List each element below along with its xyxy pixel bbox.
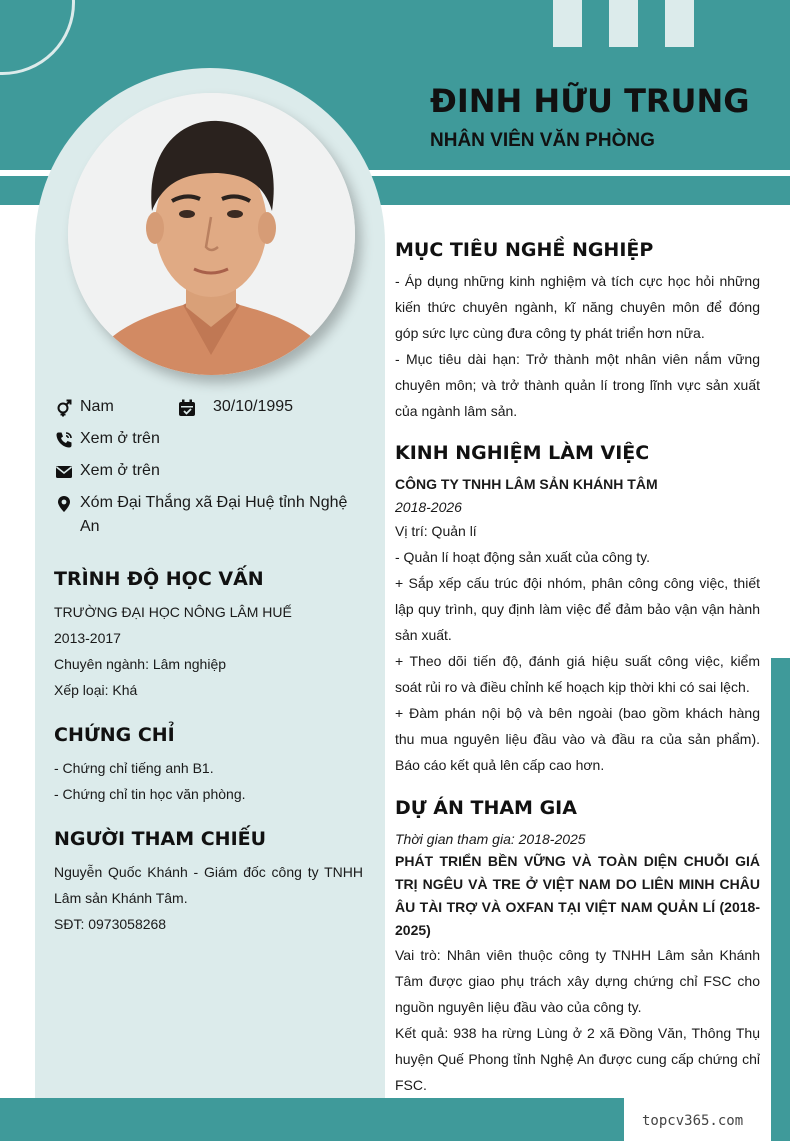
experience-position: Vị trí: Quản lí [395, 523, 477, 539]
right-accent-bar [771, 658, 790, 1141]
job-title: NHÂN VIÊN VĂN PHÒNG [430, 130, 655, 151]
address-row [55, 494, 355, 539]
education-period: 2013-2017 [54, 630, 121, 646]
birthday-row [178, 398, 293, 419]
phone-value: Xem ở trên [80, 430, 160, 447]
experience-content [395, 472, 760, 778]
project-name: PHÁT TRIỂN BỀN VỮNG VÀ TOÀN DIỆN CHUỖI GIÁ TRỊ NGÊU VÀ TRE Ở VIỆT NAM DO LIÊN MINH CHÂU ÂU TÀI TRỢ VÀ OXFAN TẠI VIỆT NAM QUẢN LÍ (2018-2025) [395, 853, 760, 938]
project-role: Vai trò: Nhân viên thuộc công ty TNHH Lâm sản Khánh Tâm được giao phụ trách xây dựng chứng chỉ FSC cho nguồn nguyên liệu đầu vào của công ty. [395, 947, 760, 1015]
experience-line: + Sắp xếp cấu trúc đội nhóm, phân công công việc, thiết lập quy trình, quy định làm việc để đảm bảo vận vận hành sản xuất. [395, 575, 760, 643]
decorative-bar [665, 0, 694, 47]
education-school: TRƯỜNG ĐẠI HỌC NÔNG LÂM HUẾ [54, 604, 292, 620]
objective-paragraph: - Áp dụng những kinh nghiệm và tích cực học hỏi những kiến thức chuyên ngành, kĩ năng chuyên môn để đóng góp sức lực cùng đưa công ty phát triển hơn nữa. [395, 273, 760, 341]
candidate-name: ĐINH HỮU TRUNG [430, 82, 750, 120]
education-major: Chuyên ngành: Lâm nghiệp [54, 656, 227, 672]
experience-title: KINH NGHIỆM LÀM VIỆC [395, 442, 650, 464]
reference-title: NGƯỜI THAM CHIẾU [54, 828, 267, 850]
project-content [395, 828, 760, 1098]
watermark-text: topcv365.com [642, 1113, 744, 1129]
project-result: Kết quả: 938 ha rừng Lùng ở 2 xã Đồng Văn, Thông Thụ huyện Quế Phong tỉnh Nghệ An được cung cấp chứng chỉ FSC. [395, 1025, 760, 1093]
birthday-value: 30/10/1995 [213, 398, 294, 415]
reference-text: Nguyễn Quốc Khánh - Giám đốc công ty TNHH Lâm sản Khánh Tâm. [54, 864, 363, 906]
decorative-bar [553, 0, 582, 47]
certificates-content [54, 755, 364, 807]
project-title: DỰ ÁN THAM GIA [395, 797, 577, 819]
phone-icon [55, 431, 73, 449]
experience-company: CÔNG TY TNHH LÂM SẢN KHÁNH TÂM [395, 476, 658, 492]
footer-band [0, 1098, 624, 1141]
decorative-bar [609, 0, 638, 47]
gender-icon [55, 399, 73, 417]
gender-value: Nam [80, 398, 114, 415]
project-period: Thời gian tham gia: 2018-2025 [395, 831, 586, 847]
phone-row [55, 430, 160, 451]
reference-phone: SĐT: 0973058268 [54, 916, 167, 932]
objective-paragraph: - Mục tiêu dài hạn: Trở thành một nhân viên nắm vững chuyên môn; và trở thành quản lí trong lĩnh vực sản xuất của ngành lâm sản. [395, 351, 760, 419]
reference-content [54, 859, 363, 937]
experience-line: - Quản lí hoạt động sản xuất của công ty. [395, 549, 651, 565]
profile-photo [68, 93, 355, 375]
gender-row [55, 398, 114, 419]
experience-line: + Đàm phán nội bộ và bên ngoài (bao gồm khách hàng thu mua nguyên liệu đầu vào và đầu ra của sản phẩm). Báo cáo kết quả lên cấp cao hơn. [395, 705, 760, 773]
certificate-item: - Chứng chỉ tin học văn phòng. [54, 786, 246, 802]
certificate-item: - Chứng chỉ tiếng anh B1. [54, 760, 214, 776]
experience-period: 2018-2026 [395, 499, 462, 515]
education-title: TRÌNH ĐỘ HỌC VẤN [54, 568, 264, 590]
education-grade: Xếp loại: Khá [54, 682, 138, 698]
email-value: Xem ở trên [80, 462, 160, 479]
certificates-title: CHỨNG CHỈ [54, 724, 175, 746]
calendar-icon [178, 399, 196, 417]
email-row [55, 462, 160, 483]
address-value: Xóm Đại Thắng xã Đại Huệ tỉnh Nghệ An [80, 494, 348, 535]
email-icon [55, 463, 73, 481]
education-content [54, 599, 364, 703]
objective-title: MỤC TIÊU NGHỀ NGHIỆP [395, 239, 654, 261]
experience-line: + Theo dõi tiến độ, đánh giá hiệu suất công việc, kiểm soát rủi ro và điều chỉnh kế hoạch kịp thời khi có sai lệch. [395, 653, 760, 695]
objective-content [395, 268, 760, 424]
location-icon [55, 495, 73, 513]
